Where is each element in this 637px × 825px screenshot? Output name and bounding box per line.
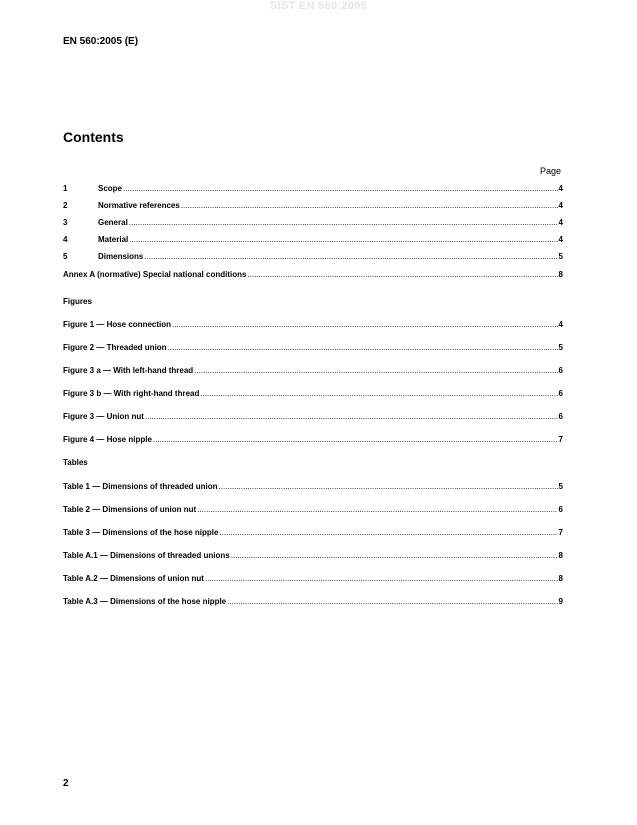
watermark: SIST EN 560:2005 [269, 0, 368, 12]
table-label: Table A.3 — Dimensions of the hose nipple [63, 597, 227, 606]
figure-page: 4 [558, 320, 563, 329]
leader-dots [129, 218, 558, 228]
figure-label: Figure 3 a — With left-hand thread [63, 366, 194, 375]
leader-dots [145, 412, 558, 422]
contents-heading: Contents [63, 129, 124, 145]
figure-page: 5 [558, 343, 563, 352]
toc-page: 4 [558, 184, 563, 193]
table-entry[interactable] [63, 549, 563, 561]
leader-dots [197, 505, 557, 515]
toc-label: Material [98, 235, 129, 244]
toc-label: Normative references [98, 201, 180, 210]
table-entry[interactable] [63, 526, 563, 538]
figure-page: 6 [558, 412, 563, 421]
toc-label: Scope [98, 184, 123, 193]
table-page: 6 [558, 505, 563, 514]
toc-entry-normative-references[interactable] [63, 199, 563, 211]
figure-entry[interactable] [63, 433, 563, 445]
figure-label: Figure 4 — Hose nipple [63, 435, 152, 444]
leader-dots [200, 389, 557, 399]
toc-number: 3 [63, 218, 68, 227]
toc-number: 5 [63, 252, 68, 261]
leader-dots [181, 201, 558, 211]
figure-entry[interactable] [63, 387, 563, 399]
table-page: 9 [558, 597, 563, 606]
toc-page: 4 [558, 235, 563, 244]
table-page: 7 [558, 528, 563, 537]
table-label: Table 3 — Dimensions of the hose nipple [63, 528, 219, 537]
figure-entry[interactable] [63, 410, 563, 422]
page-number: 2 [63, 778, 69, 789]
tables-heading: Tables [63, 458, 88, 467]
leader-dots [144, 252, 557, 262]
document-id: EN 560:2005 (E) [63, 36, 139, 47]
toc-entry-dimensions[interactable] [63, 250, 563, 262]
toc-number: 1 [63, 184, 68, 193]
table-label: Table A.2 — Dimensions of union nut [63, 574, 204, 583]
figure-entry[interactable] [63, 341, 563, 353]
table-page: 8 [558, 551, 563, 560]
leader-dots [219, 482, 558, 492]
toc-page: 4 [558, 201, 563, 210]
toc-label: Annex A (normative) Special national conditions [63, 270, 247, 279]
table-page: 5 [558, 482, 563, 491]
figure-label: Figure 2 — Threaded union [63, 343, 167, 352]
leader-dots [129, 235, 557, 245]
figure-entry[interactable] [63, 318, 563, 330]
toc-number: 2 [63, 201, 68, 210]
toc-entry-scope[interactable] [63, 182, 563, 194]
toc-page: 4 [558, 218, 563, 227]
figure-entry[interactable] [63, 364, 563, 376]
figure-page: 6 [558, 366, 563, 375]
table-label: Table 1 — Dimensions of threaded union [63, 482, 218, 491]
leader-dots [194, 366, 557, 376]
toc-label: Dimensions [98, 252, 144, 261]
leader-dots [123, 184, 558, 194]
toc-entry-annex-a[interactable] [63, 268, 563, 280]
table-entry[interactable] [63, 503, 563, 515]
leader-dots [205, 574, 558, 584]
leader-dots [172, 320, 558, 330]
figure-label: Figure 3 — Union nut [63, 412, 144, 421]
figure-label: Figure 3 b — With right-hand thread [63, 389, 200, 398]
table-entry[interactable] [63, 595, 563, 607]
figure-page: 7 [558, 435, 563, 444]
page-column-label: Page [540, 166, 562, 176]
figure-label: Figure 1 — Hose connection [63, 320, 172, 329]
toc-page: 5 [558, 252, 563, 261]
leader-dots [231, 551, 558, 561]
leader-dots [219, 528, 557, 538]
table-label: Table 2 — Dimensions of union nut [63, 505, 197, 514]
toc-entry-material[interactable] [63, 233, 563, 245]
table-entry[interactable] [63, 480, 563, 492]
table-entry[interactable] [63, 572, 563, 584]
figure-page: 6 [558, 389, 563, 398]
leader-dots [227, 597, 557, 607]
leader-dots [168, 343, 558, 353]
toc-number: 4 [63, 235, 68, 244]
toc-page: 8 [558, 270, 563, 279]
leader-dots [153, 435, 558, 445]
table-label: Table A.1 — Dimensions of threaded unions [63, 551, 230, 560]
toc-entry-general[interactable] [63, 216, 563, 228]
leader-dots [247, 270, 557, 280]
figures-heading: Figures [63, 297, 92, 306]
toc-label: General [98, 218, 128, 227]
table-page: 8 [558, 574, 563, 583]
